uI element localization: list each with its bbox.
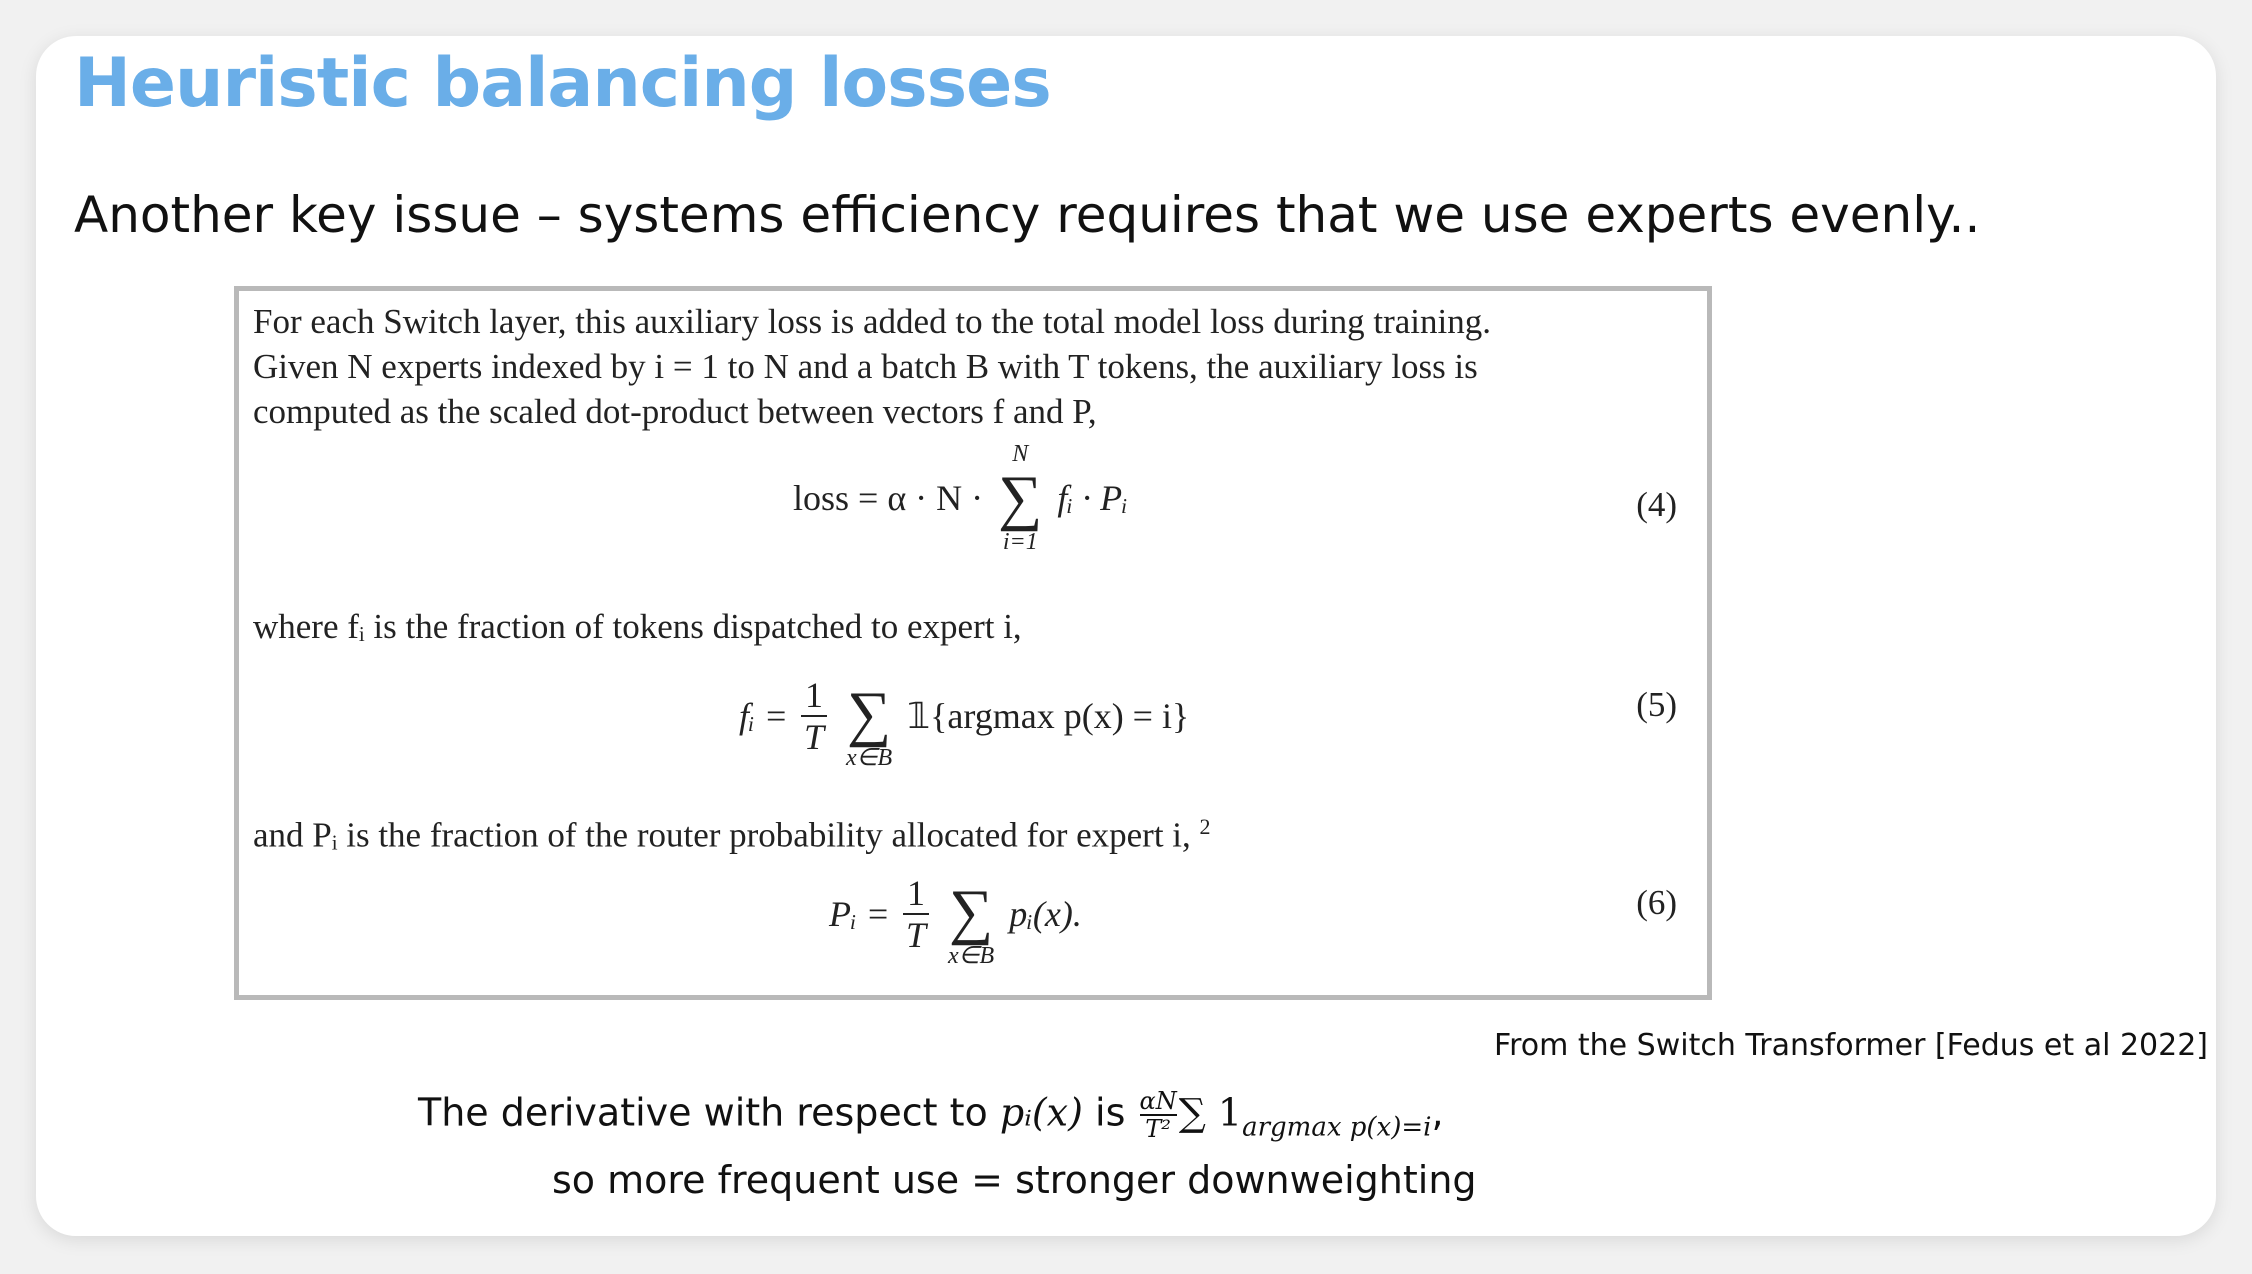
eq6-lhs: Pᵢ =: [829, 894, 890, 934]
derivative-text: is: [1095, 1090, 1126, 1135]
equation-5: [239, 661, 1707, 781]
paper-line: and Pᵢ is the fraction of the router probability allocated for expert i,: [253, 815, 1191, 855]
sum-upper: N: [1012, 441, 1029, 467]
paper-paragraph-2: where fᵢ is the fraction of tokens dispatched to expert i,: [253, 607, 1022, 646]
derivative-text: The derivative with respect to: [418, 1090, 988, 1135]
sum-symbol: N ∑ i=1: [998, 441, 1043, 555]
sum-symbol: ∑ x∈B: [846, 680, 893, 771]
derivative-line-1: [418, 1088, 1444, 1143]
derivative-sum: ∑ 1: [1178, 1090, 1243, 1135]
equation-number: (6): [1636, 883, 1677, 922]
eq6-rhs: pᵢ(x).: [1009, 894, 1082, 934]
sum-lower: x∈B: [846, 745, 893, 771]
fraction-denominator: T²: [1145, 1115, 1171, 1143]
paper-line: For each Switch layer, this auxiliary loss is added to the total model loss during training.: [253, 302, 1491, 341]
fraction: [801, 675, 827, 757]
sum-symbol: ∑ x∈B: [947, 878, 995, 969]
derivative-subscript: argmax p(x)=i: [1242, 1112, 1432, 1143]
sum-lower: x∈B: [947, 943, 995, 969]
fraction-numerator: 1: [903, 873, 929, 915]
derivative-variable: pᵢ(x): [999, 1090, 1083, 1135]
derivative-punctuation: ,: [1431, 1090, 1444, 1135]
paper-excerpt: [234, 286, 1712, 1000]
source-citation: From the Switch Transformer [Fedus et al 2022]: [1494, 1028, 2208, 1063]
equation-number: (4): [1636, 485, 1677, 524]
paper-paragraph-3: [253, 804, 1211, 858]
fraction-numerator: αN: [1139, 1087, 1177, 1115]
sum-lower: i=1: [1002, 529, 1038, 555]
derivative-line-2: so more frequent use = stronger downweighting: [552, 1158, 1477, 1202]
eq5-lhs: fᵢ =: [739, 696, 788, 736]
paper-paragraph-1: [253, 299, 1491, 434]
slide-title: Heuristic balancing losses: [74, 44, 1051, 123]
slide-subtitle: Another key issue – systems efficiency requires that we use experts evenly..: [74, 186, 1981, 244]
footnote-marker: 2: [1199, 814, 1211, 839]
fraction-numerator: 1: [801, 675, 827, 717]
fraction: [903, 873, 929, 955]
paper-line: Given N experts indexed by i = 1 to N and a batch B with T tokens, the auxiliary loss is: [253, 347, 1478, 386]
equation-4: [239, 441, 1707, 561]
derivative-fraction: [1140, 1088, 1177, 1142]
paper-line: computed as the scaled dot-product between vectors f and P,: [253, 392, 1097, 431]
fraction-denominator: T: [803, 717, 825, 757]
equation-6: [239, 859, 1707, 979]
eq5-rhs: 𝟙{argmax p(x) = i}: [907, 696, 1190, 736]
equation-number: (5): [1636, 685, 1677, 724]
eq4-rhs: fᵢ · Pᵢ: [1057, 478, 1128, 518]
eq4-lhs: loss = α · N ·: [793, 478, 984, 518]
fraction-denominator: T: [905, 915, 926, 955]
